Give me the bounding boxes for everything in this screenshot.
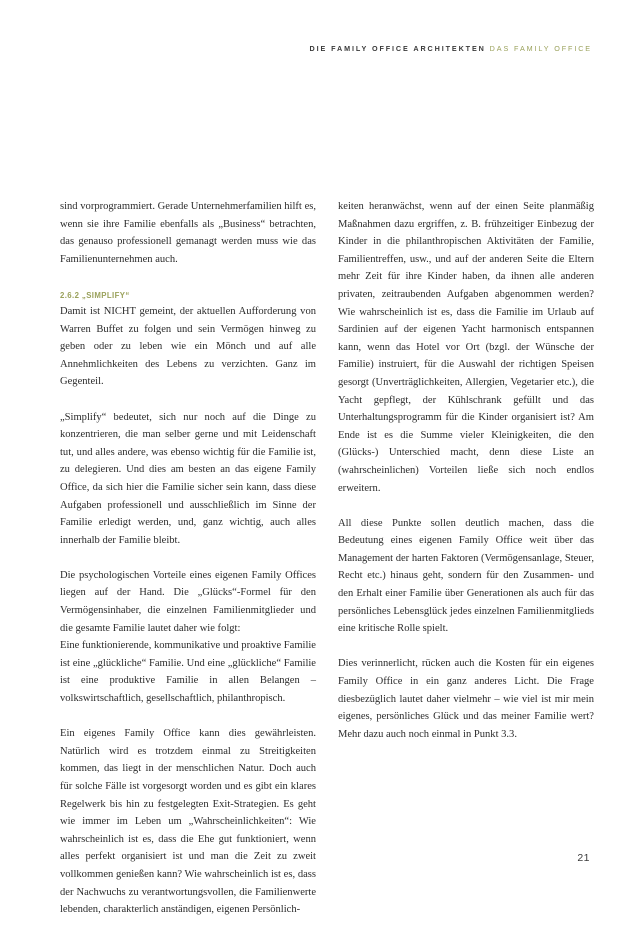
paragraph: Die psychologischen Vorteile eines eigenen Family Offices liegen auf der Hand. Die „Glücks“-Formel für den Vermögensinhaber, die einzelnen Familienmitglieder und die gesamte Familie lautet daher wie folgt: bbox=[60, 569, 316, 634]
paragraph: All diese Punkte sollen deutlich machen, dass die Bedeutung eines eigenen Family Office weit über das Management der harten Faktoren (Vermögensanlage, Steuer, Recht etc.) hinaus geht, sondern für den Zusammen- und den Erhalt einer Familie über Generationen als auch für das persönliches Lebensglück jedes einzelnen Familienmitglieds eine kritische Rolle spielt. bbox=[338, 517, 594, 635]
page-number: 21 bbox=[577, 852, 590, 864]
paragraph: Ein eigenes Family Office kann dies gewährleisten. Natürlich wird es trotzdem einmal zu Streitigkeiten kommen, das liegt in der menschlichen Natur. Doch auch für solche Fälle ist vorgesorgt worden und es gibt ein klares Regelwerk bis hin zu festgelegten Exit-Strategien. Es geht wie immer im Leben um „Wahrscheinlichkeiten“: Wie wahrscheinlich ist es, dass die Ehe gut funktioniert, wenn alles perfekt organisiert ist und man die Zeit zu zweit vollkommen genießen kann? Wie wahrscheinlich ist es, dass der Nachwuchs zu verantwortungsvollen, die Familienwerte lebenden, charakterlich anständigen, eigenen Persönlich- bbox=[60, 728, 316, 916]
paragraph: Dies verinnerlicht, rücken auch die Kosten für ein eigenes Family Office in ein ganz anderes Licht. Die Frage diesbezüglich lautet daher vielmehr – wie viel ist mir mein eigenes, persönliches Glück und das meiner Familie wert? Mehr dazu auch noch einmal in Punkt 3.3. bbox=[338, 658, 594, 740]
paragraph: Eine funktionierende, kommunikative und proaktive Familie ist eine „glückliche“ Familie. Und eine „glückliche“ Familie ist eine produktive Familie in allen Belangen – volkswirtschaftlich, gesellschaftlich, philanthropisch. bbox=[60, 640, 316, 705]
running-header-section: DAS FAMILY OFFICE bbox=[489, 44, 592, 53]
left-text-column bbox=[60, 198, 316, 936]
paragraph: Damit ist NICHT gemeint, der aktuellen Aufforderung von Warren Buffet zu folgen und sein Vermögen hinweg zu geben oder zu leben wie ein Mönch und auf alle Annehmlichkeiten des Lebens zu verzichten. Ganz im Gegenteil. bbox=[60, 305, 316, 388]
paragraph: sind vorprogrammiert. Gerade Unternehmerfamilien hilft es, wenn sie ihre Familie ebenfalls als „Business“ betrachten, das genauso professionell gemanagt werden muss wie das Familienunternehmen auch. bbox=[60, 201, 316, 265]
running-header bbox=[310, 44, 592, 53]
section-heading: 2.6.2 „SIMPLIFY“ bbox=[60, 290, 130, 300]
running-header-title: DIE FAMILY OFFICE ARCHITEKTEN bbox=[309, 44, 486, 53]
right-text-column bbox=[338, 198, 594, 761]
paragraph: keiten heranwächst, wenn auf der einen Seite planmäßig Maßnahmen dazu ergriffen, z. B. frühzeitiger Einbezug der Kinder in die philanthropischen Aktivitäten der Familie, Familientreffen, usw., und auf der anderen Seite die Eltern mehr Zeit für ihre Kinder haben, da ihnen alle anderen privaten, zeitraubenden Aufgaben abgenommen werden? Wie wahrscheinlich ist es, dass die Familie im Urlaub auf Sardinien auf der eigenen Yacht harmonisch entspannen kann, wenn das Hotel vor Ort (bzgl. der Wünsche der Familie) instruiert, für die Auswahl der richtigen Speisen gesorgt (Unverträglichkeiten, Allergien, Vegetarier etc.), die Yacht gepflegt, der Kühlschrank gefüllt und das Unterhaltungsprogramm für die Kinder organisiert ist? Am Ende ist es die Summe vieler Kleinigkeiten, die den (Glücks-) Unterschied macht, denn diese Liste an (wahrscheinlichen) Vorteilen ließe sich noch endlos erweitern. bbox=[338, 201, 594, 494]
paragraph: „Simplify“ bedeutet, sich nur noch auf die Dinge zu konzentrieren, die man selber gerne und mit Leidenschaft tut, und alles andere, was ebenso wichtig für die Familie ist, zu delegieren. Und dies am besten an das eigene Family Office, da sich hier die Familie sicher sein kann, dass diese Aufgaben professionell und ausschließlich im Sinne der Familie erledigt werden, und, ganz wichtig, auch alles innerhalb der Familie bleibt. bbox=[60, 411, 316, 546]
